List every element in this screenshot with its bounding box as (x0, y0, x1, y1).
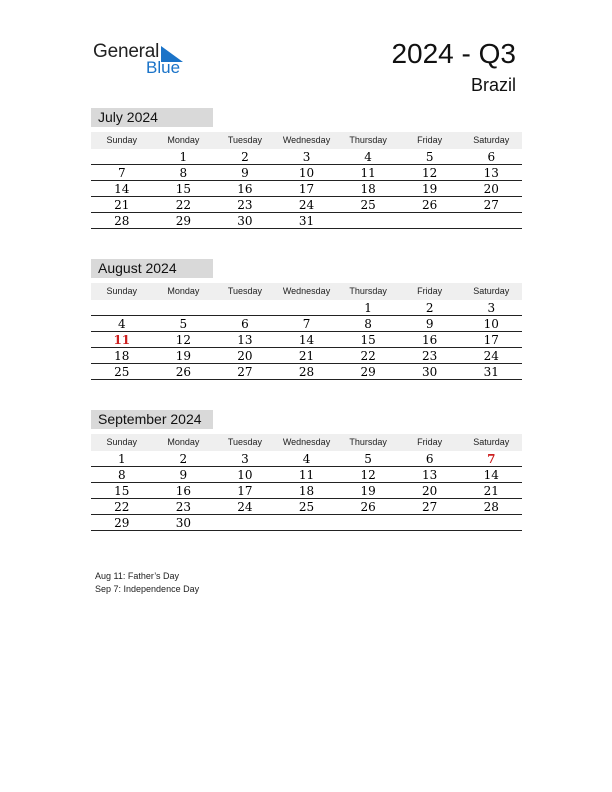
day-cell: 25 (114, 365, 130, 379)
holiday-day-cell: 11 (113, 333, 131, 347)
month-calendar-august (91, 259, 522, 380)
weekday-label: Saturday (473, 135, 510, 145)
day-cell: 8 (117, 468, 126, 482)
day-cell (214, 300, 276, 315)
week-row (91, 467, 522, 483)
weekday-label: Thursday (349, 135, 387, 145)
weekday-label: Saturday (473, 437, 510, 447)
day-cell: 30 (175, 516, 191, 530)
day-cell: 14 (298, 333, 315, 347)
weekday-label: Wednesday (282, 286, 331, 296)
holiday-notes (95, 570, 199, 596)
weekday-label: Sunday (106, 286, 138, 296)
day-cell (91, 149, 153, 164)
day-cell: 27 (483, 198, 499, 212)
day-cell: 29 (175, 214, 191, 228)
week-row (91, 316, 522, 332)
day-cell: 23 (175, 500, 191, 514)
week-row (91, 165, 522, 181)
holiday-note: Sep 7: Independence Day (95, 584, 200, 594)
holiday-note: Aug 11: Father’s Day (95, 571, 180, 581)
day-cell: 3 (487, 301, 496, 315)
week-row (91, 348, 522, 364)
day-cell: 28 (483, 500, 499, 514)
day-cell: 29 (114, 516, 130, 530)
weekday-label: Monday (167, 286, 200, 296)
week-row (91, 197, 522, 213)
weekday-label: Monday (167, 437, 200, 447)
day-cell (460, 213, 522, 228)
week-row (91, 515, 522, 531)
day-cell: 12 (360, 468, 376, 482)
weekday-label: Wednesday (282, 437, 331, 447)
day-cell: 4 (364, 150, 372, 164)
day-cell: 30 (237, 214, 253, 228)
day-cell: 8 (364, 317, 372, 331)
day-cell: 18 (114, 349, 130, 363)
day-cell: 5 (179, 317, 188, 331)
day-cell (399, 213, 461, 228)
day-cell (276, 300, 338, 315)
weekday-label: Monday (167, 135, 200, 145)
day-cell: 3 (302, 150, 311, 164)
day-cell: 2 (425, 301, 434, 315)
day-cell: 12 (422, 166, 438, 180)
day-cell: 19 (175, 349, 191, 363)
day-cell: 22 (175, 198, 191, 212)
week-row (91, 149, 522, 165)
country-name: Brazil (470, 75, 516, 95)
day-cell: 22 (114, 500, 130, 514)
day-cell (337, 213, 399, 228)
day-cell: 11 (298, 468, 315, 482)
week-row (91, 300, 522, 316)
logo (93, 41, 193, 81)
day-cell: 10 (237, 468, 253, 482)
day-cell: 4 (302, 452, 311, 466)
day-cell: 26 (175, 365, 191, 379)
weekday-label: Thursday (349, 437, 387, 447)
day-cell: 21 (483, 484, 499, 498)
day-cell (276, 515, 338, 530)
week-row (91, 213, 522, 229)
day-cell: 19 (422, 182, 438, 196)
day-cell: 30 (422, 365, 438, 379)
weekday-label: Friday (417, 286, 443, 296)
weekday-header-row (91, 434, 522, 451)
day-cell: 6 (241, 317, 249, 331)
day-cell (214, 515, 276, 530)
week-row (91, 483, 522, 499)
day-cell: 28 (298, 365, 315, 379)
week-row (91, 364, 522, 380)
day-cell: 2 (241, 150, 249, 164)
day-cell: 24 (298, 198, 315, 212)
month-calendar-july (91, 108, 522, 229)
day-cell (153, 300, 215, 315)
weekday-label: Friday (417, 135, 443, 145)
day-cell: 14 (483, 468, 499, 482)
weekday-label: Thursday (349, 286, 387, 296)
day-cell: 13 (422, 468, 438, 482)
day-cell: 9 (241, 166, 249, 180)
day-cell: 7 (302, 317, 311, 331)
day-cell: 16 (175, 484, 191, 498)
week-row (91, 451, 522, 467)
day-cell (399, 515, 461, 530)
day-cell (91, 300, 153, 315)
holiday-day-cell: 7 (487, 452, 496, 466)
day-cell: 6 (487, 150, 496, 164)
day-cell: 10 (483, 317, 499, 331)
month-calendar-september (91, 410, 522, 531)
day-cell: 19 (360, 484, 376, 498)
day-cell: 29 (360, 365, 376, 379)
logo-general-text: General (93, 41, 160, 62)
week-row (91, 181, 522, 197)
day-cell: 12 (175, 333, 191, 347)
day-cell: 13 (237, 333, 253, 347)
day-cell: 6 (425, 452, 434, 466)
day-cell: 9 (425, 317, 434, 331)
day-cell: 24 (483, 349, 499, 363)
day-cell: 13 (483, 166, 499, 180)
day-cell: 15 (175, 182, 191, 196)
month-header: July 2024 (91, 108, 213, 127)
logo-blue-text: Blue (146, 58, 181, 77)
weekday-header-row (91, 132, 522, 149)
day-cell: 31 (483, 365, 499, 379)
day-cell: 7 (117, 166, 126, 180)
weekday-label: Tuesday (227, 437, 263, 447)
month-header: September 2024 (91, 410, 213, 429)
day-cell: 16 (237, 182, 253, 196)
day-cell: 27 (237, 365, 253, 379)
day-cell: 10 (298, 166, 315, 180)
day-cell: 18 (298, 484, 315, 498)
day-cell: 18 (360, 182, 376, 196)
weekday-label: Saturday (473, 286, 510, 296)
day-cell: 1 (117, 452, 126, 466)
day-cell: 20 (483, 182, 499, 196)
month-header: August 2024 (91, 259, 213, 278)
day-cell: 5 (425, 150, 434, 164)
day-cell: 1 (364, 301, 372, 315)
day-cell: 16 (422, 333, 438, 347)
weekday-label: Friday (417, 437, 443, 447)
day-cell: 5 (364, 452, 372, 466)
weekday-label: Tuesday (227, 135, 263, 145)
day-cell: 26 (360, 500, 376, 514)
week-row (91, 332, 522, 348)
day-cell: 11 (360, 166, 376, 180)
day-cell: 26 (422, 198, 438, 212)
day-cell: 8 (179, 166, 188, 180)
weekday-label: Sunday (106, 135, 138, 145)
day-cell: 17 (483, 333, 499, 347)
weekday-label: Sunday (106, 437, 138, 447)
weekday-header-row (91, 283, 522, 300)
day-cell: 23 (237, 198, 253, 212)
day-cell: 28 (114, 214, 130, 228)
day-cell: 25 (298, 500, 315, 514)
day-cell: 15 (114, 484, 130, 498)
day-cell: 17 (298, 182, 315, 196)
weekday-label: Tuesday (227, 286, 263, 296)
week-row (91, 499, 522, 515)
day-cell: 22 (360, 349, 376, 363)
day-cell: 15 (360, 333, 376, 347)
day-cell: 4 (117, 317, 126, 331)
day-cell: 25 (360, 198, 376, 212)
day-cell: 21 (298, 349, 315, 363)
day-cell: 20 (422, 484, 438, 498)
day-cell: 2 (179, 452, 188, 466)
day-cell: 23 (422, 349, 438, 363)
day-cell: 9 (179, 468, 188, 482)
day-cell (460, 515, 522, 530)
day-cell: 17 (237, 484, 253, 498)
day-cell: 31 (298, 214, 315, 228)
day-cell: 3 (241, 452, 249, 466)
day-cell: 21 (114, 198, 130, 212)
day-cell: 27 (422, 500, 438, 514)
page-title: 2024 - Q3 (391, 38, 516, 69)
day-cell (337, 515, 399, 530)
day-cell: 20 (237, 349, 253, 363)
day-cell: 14 (114, 182, 130, 196)
weekday-label: Wednesday (282, 135, 331, 145)
day-cell: 24 (237, 500, 253, 514)
day-cell: 1 (179, 150, 188, 164)
